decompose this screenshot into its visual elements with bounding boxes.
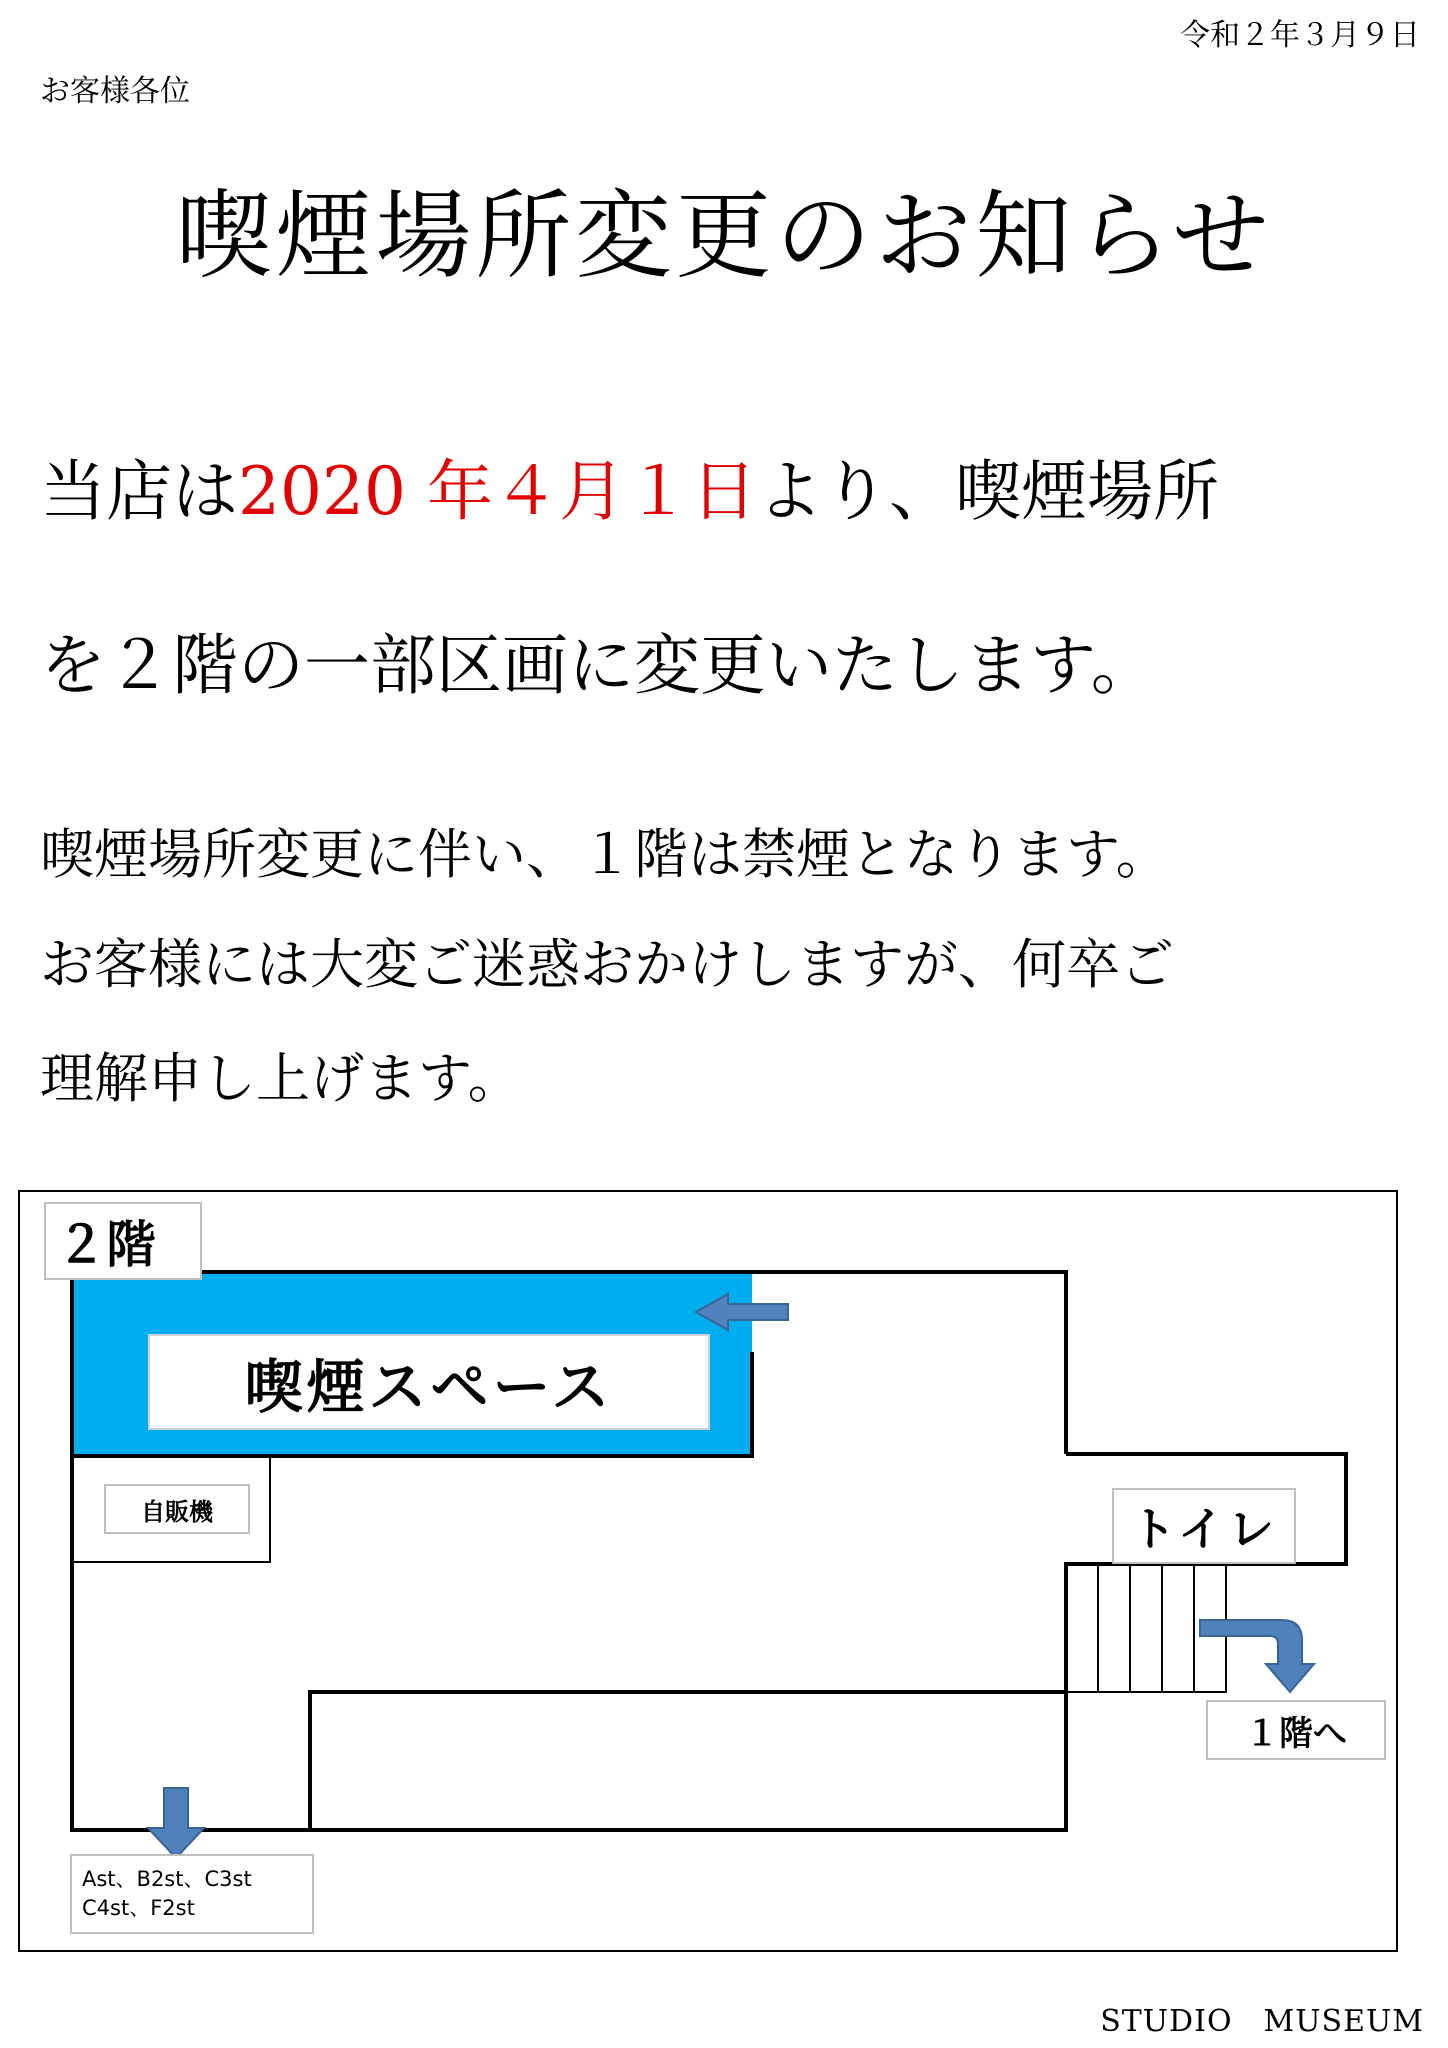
body-line-3: 理解申し上げます。 [40, 1047, 522, 1110]
notice-date: 令和２年３月９日 [1180, 18, 1420, 53]
page-title: 喫煙場所変更のお知らせ [175, 180, 1273, 292]
toilet-label: トイレ [1112, 1488, 1296, 1564]
announcement-prefix: 当店は [40, 453, 238, 530]
footer-brand: STUDIO MUSEUM [1100, 2004, 1424, 2039]
downstairs-label: １階へ [1206, 1700, 1386, 1760]
floor-label: ２階 [44, 1202, 202, 1280]
announcement-line-2: を２階の一部区画に変更いたします。 [40, 627, 1157, 704]
body-line-2: お客様には大変ご迷惑おかけしますが、何卒ご [40, 933, 1174, 996]
effective-date: 2020 年４月１日 [238, 453, 757, 530]
body-line-1: 喫煙場所変更に伴い、１階は禁煙となります。 [40, 823, 1170, 886]
announcement-line-1 [40, 438, 1219, 533]
announcement-suffix: より、喫煙場所 [756, 453, 1219, 530]
exit-label-line-1: Ast、B2st、C3st [82, 1866, 252, 1891]
exit-label [70, 1854, 314, 1934]
downstairs-arrow [1200, 1620, 1314, 1692]
floor-plan-drawing [20, 1192, 1396, 1950]
addressee: お客様各位 [40, 74, 190, 109]
exit-label-line-2: C4st、F2st [82, 1896, 195, 1920]
floor-map [18, 1190, 1398, 1952]
vending-machine-label: 自販機 [104, 1484, 250, 1534]
exit-arrow [148, 1788, 204, 1858]
smoking-space-label: 喫煙スペース [148, 1334, 710, 1430]
